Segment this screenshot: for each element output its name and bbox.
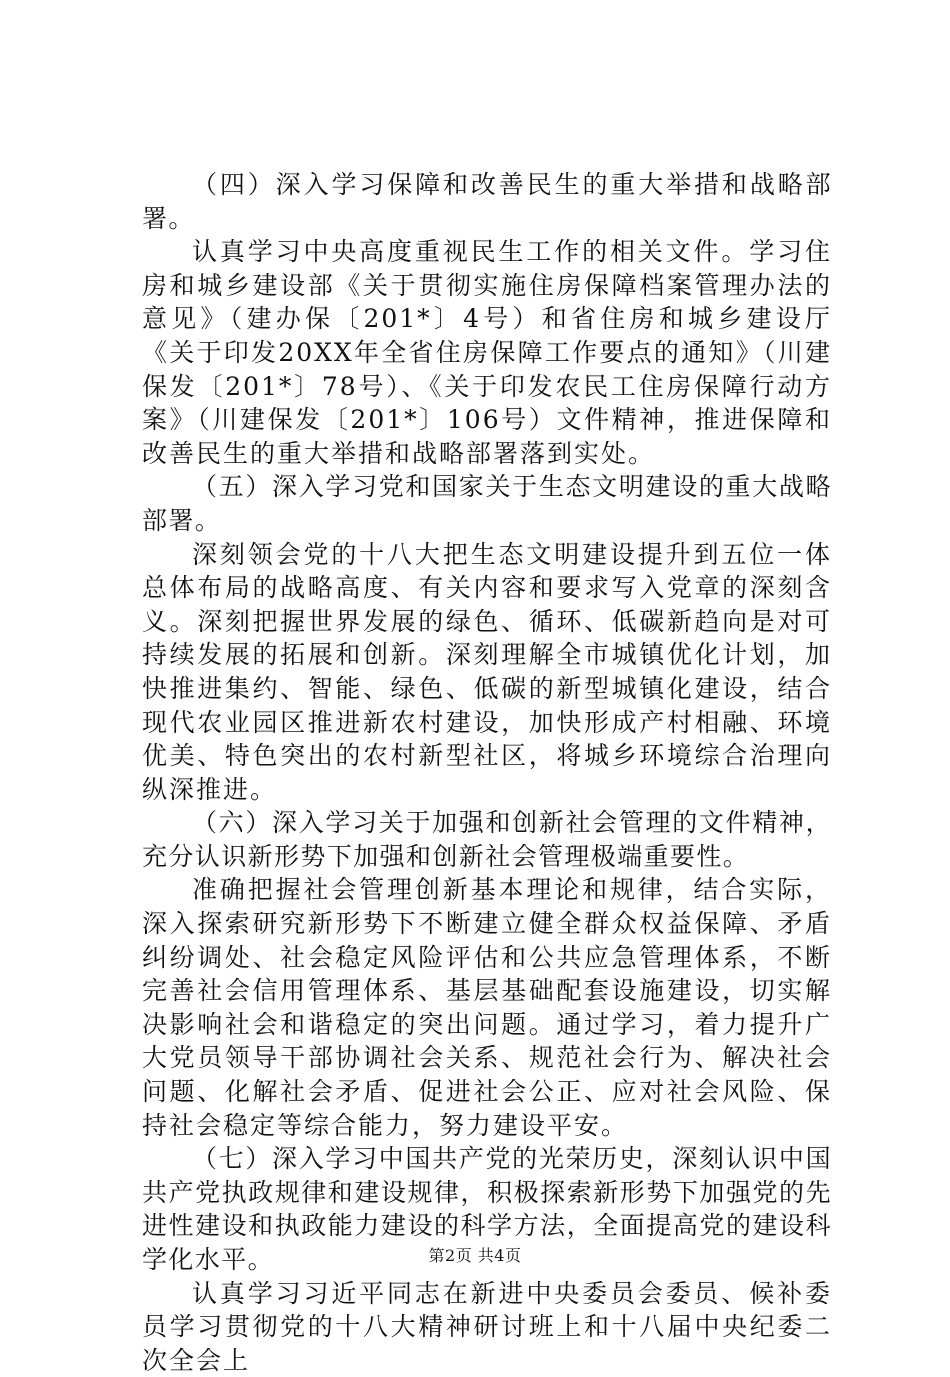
body-paragraph: 深刻领会党的十八大把生态文明建设提升到五位一体总体布局的战略高度、有关内容和要求写入党章的深刻含义。深刻把握世界发展的绿色、循环、低碳新趋向是对可持续发展的拓展和创新。深刻理解全市城镇优化计划，加快推进集约、智能、绿色、低碳的新型城镇化建设，结合现代农业园区推进新农村建设，加快形成产村相融、环境优美、特色突出的农村新型社区，将城乡环境综合治理向纵深推进。 (142, 539, 832, 804)
section-heading-4: （四）深入学习保障和改善民生的重大举措和战略部署。 (142, 170, 832, 233)
page-number-footer: 第2页 共4页 (428, 1246, 522, 1265)
body-paragraph: 认真学习中央高度重视民生工作的相关文件。学习住房和城乡建设部《关于贯彻实施住房保障档案管理办法的意见》（建办保〔201*〕4号）和省住房和城乡建设厅《关于印发20XX年全省住房保障工作要点的通知》（川建保发〔201*〕78号）、《关于印发农民工住房保障行动方案》（川建保发〔201*〕106号）文件精神，推进保障和改善民生的重大举措和战略部署落到实处。 (142, 237, 832, 468)
section-heading-5: （五）深入学习党和国家关于生态文明建设的重大战略部署。 (142, 472, 832, 535)
body-paragraph: 认真学习习近平同志在新进中央委员会委员、候补委员学习贯彻党的十八大精神研讨班上和十八届中央纪委二次全会上 (142, 1278, 832, 1375)
section-heading-7: （七）深入学习中国共产党的光荣历史，深刻认识中国共产党执政规律和建设规律，积极探索新形势下加强党的先进性建设和执政能力建设的科学方法，全面提高党的建设科学化水平。 (142, 1144, 832, 1274)
document-body (142, 168, 832, 1377)
section-heading-6: （六）深入学习关于加强和创新社会管理的文件精神，充分认识新形势下加强和创新社会管理极端重要性。 (142, 808, 832, 871)
body-paragraph: 准确把握社会管理创新基本理论和规律，结合实际，深入探索研究新形势下不断建立健全群众权益保障、矛盾纠纷调处、社会稳定风险评估和公共应急管理体系，不断完善社会信用管理体系、基层基础配套设施建设，切实解决影响社会和谐稳定的突出问题。通过学习，着力提升广大党员领导干部协调社会关系、规范社会行为、解决社会问题、化解社会矛盾、促进社会公正、应对社会风险、保持社会稳定等综合能力，努力建设平安。 (142, 875, 832, 1140)
